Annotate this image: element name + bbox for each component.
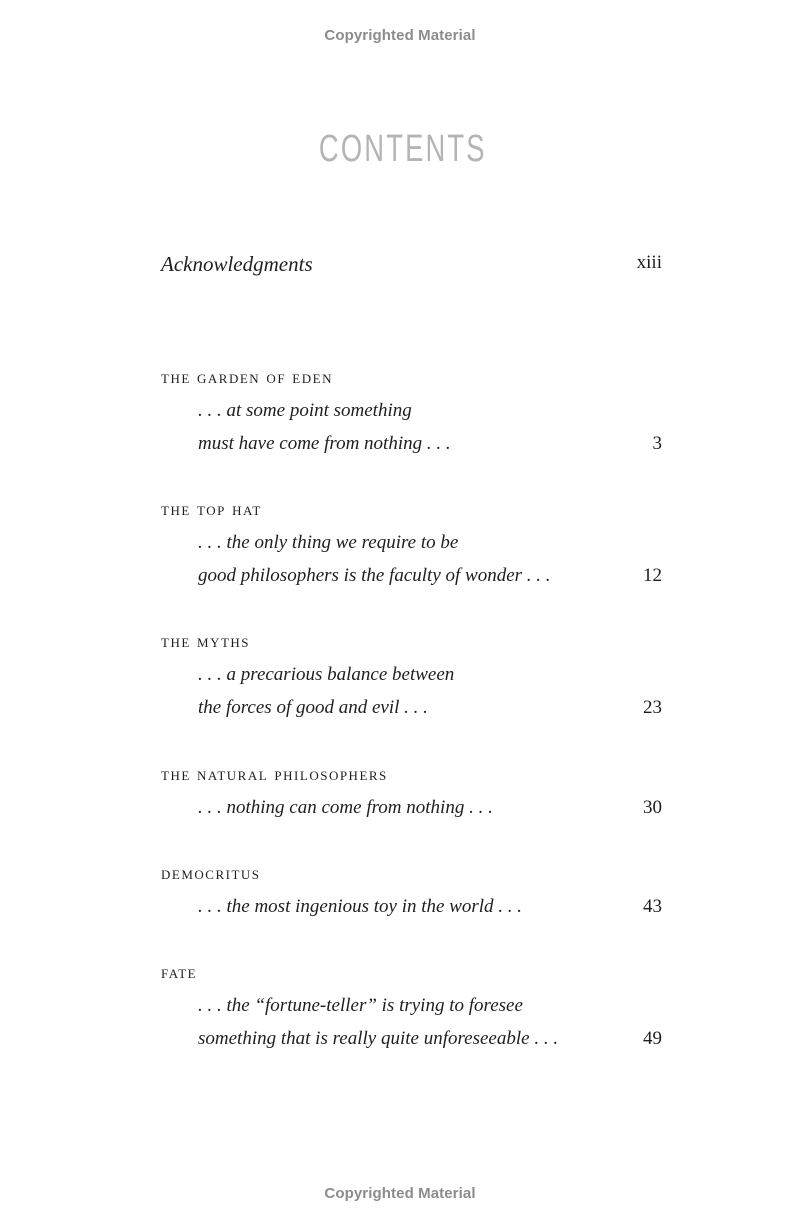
chapter-subtitle-line: . . . the only thing we require to be [198, 532, 459, 553]
toc-page-number: 30 [643, 797, 662, 818]
toc-page-number: 23 [643, 697, 662, 718]
page-title: CONTENTS [318, 128, 487, 170]
chapter-subtitle-line: the forces of good and evil . . . 23 [198, 691, 662, 724]
toc-entry-label: Acknowledgments [161, 252, 313, 276]
toc-page-number: 12 [643, 565, 662, 586]
chapter-subtitle-line: something that is really quite unforeseeable . . . 49 [198, 1022, 662, 1055]
copyright-watermark-bottom: Copyrighted Material [324, 1185, 476, 1202]
chapter-subtitle-line: must have come from nothing . . . 3 [198, 427, 662, 460]
copyright-watermark-top: Copyrighted Material [324, 27, 476, 44]
toc-page-number: xiii [636, 252, 662, 273]
toc-page-number: 43 [643, 896, 662, 917]
toc-entry-myths[interactable] [161, 631, 662, 724]
chapter-subtitle-line: . . . at some point something [198, 400, 412, 421]
chapter-title: the natural philosophers [161, 764, 388, 785]
chapter-title: the garden of eden [161, 367, 333, 388]
chapter-title: the top hat [161, 499, 262, 520]
toc-entry-democritus[interactable] [161, 863, 662, 923]
toc-page-number: 49 [643, 1028, 662, 1049]
toc-entry-acknowledgments[interactable] [161, 252, 662, 277]
toc-page-number: 3 [652, 433, 662, 454]
chapter-subtitle-line: . . . the most ingenious toy in the world . . . 43 [198, 890, 662, 923]
toc-entry-fate[interactable] [161, 962, 662, 1055]
chapter-subtitle-line: . . . a precarious balance between [198, 664, 455, 685]
chapter-subtitle-line: good philosophers is the faculty of wonder . . . 12 [198, 559, 662, 592]
toc-entry-top-hat[interactable] [161, 499, 662, 592]
chapter-title: the myths [161, 631, 251, 652]
chapter-subtitle-line: . . . the “fortune-teller” is trying to foresee [198, 995, 523, 1016]
toc-entry-natural-philosophers[interactable] [161, 764, 662, 824]
toc-entry-garden-of-eden[interactable] [161, 367, 662, 460]
chapter-title: fate [161, 962, 198, 983]
chapter-title: democritus [161, 863, 261, 884]
chapter-subtitle-line: . . . nothing can come from nothing . . . 30 [198, 791, 662, 824]
